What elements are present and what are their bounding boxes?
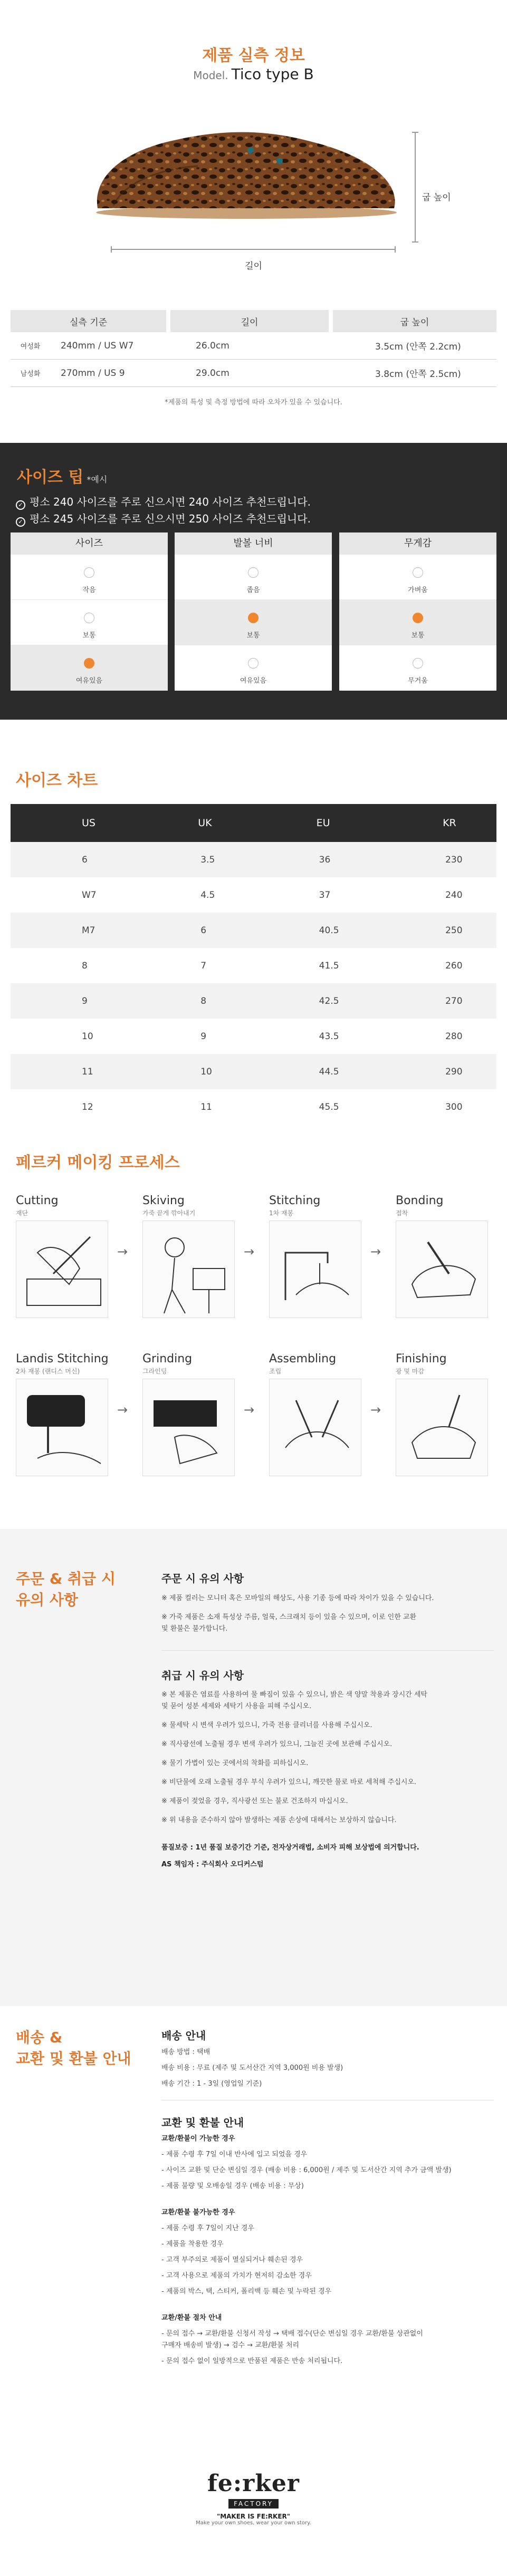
stitching-illustration-icon xyxy=(269,1221,361,1318)
tip-option: 보통 xyxy=(175,600,332,645)
brand-tagline: Make your own shoes, wear your own story. xyxy=(196,2520,311,2526)
section-title: 사이즈 팁 *예시 xyxy=(17,468,108,487)
as-contact-text: AS 책임자 : 주식회사 오디커스텀 xyxy=(161,1861,264,1868)
tip-option: 보통 xyxy=(11,600,168,645)
tip-option: 보통 xyxy=(339,600,496,645)
table-header: 길이 xyxy=(170,310,329,332)
arrow-right-icon: → xyxy=(117,1402,128,1417)
grinding-illustration-icon xyxy=(142,1379,235,1476)
radio-selected-icon xyxy=(248,613,259,623)
radio-icon xyxy=(248,567,259,578)
model-name xyxy=(0,65,507,83)
process-step-skiving: Skiving 가죽 끝게 깎아내기 xyxy=(142,1194,240,1318)
tip-option: 여유있음 xyxy=(11,645,168,691)
warranty-text: 품질보증 : 1년 품질 보증기간 기준, 전자상거래법, 소비자 피해 보상법에 의거합니다. xyxy=(161,1844,419,1852)
example-tag: *예시 xyxy=(87,474,108,485)
process-step-stitching: Stitching 1차 재봉 xyxy=(269,1194,367,1318)
process-step-grinding: Grinding 그라인딩 xyxy=(142,1352,240,1476)
table-row: 여성화 240mm / US W7 26.0cm 3.5cm (안쪽 2.2cm) xyxy=(11,332,496,360)
process-step-cutting: Cutting 재단 xyxy=(16,1194,113,1318)
slipper-product-image xyxy=(92,119,401,221)
divider xyxy=(161,1650,494,1651)
brand-wordmark: fe:rker xyxy=(207,2470,300,2497)
table-header: 실측 기준 xyxy=(11,310,166,332)
radio-icon xyxy=(84,567,94,578)
tip-option: 작음 xyxy=(11,555,168,600)
finishing-illustration-icon xyxy=(396,1379,488,1476)
radio-icon xyxy=(248,658,259,669)
tip-option: 가벼움 xyxy=(339,555,496,600)
height-label: 굽 높이 xyxy=(422,192,451,203)
radio-icon xyxy=(84,613,94,623)
check-circle-icon: ✓ xyxy=(16,500,25,510)
cutting-illustration-icon xyxy=(16,1221,108,1318)
tip-option: 좁음 xyxy=(175,555,332,600)
skiving-illustration-icon xyxy=(142,1221,235,1318)
process-step-landis: Landis Stitching 2차 재봉 (랜디스 머신) xyxy=(16,1352,113,1476)
size-tip-section xyxy=(0,443,507,720)
table-header: US xyxy=(11,804,129,842)
section-title: 사이즈 차트 xyxy=(16,771,98,790)
table-header: KR xyxy=(374,804,496,842)
order-care-section: 주문 & 취급 시 유의 사항 주문 시 유의 사항 ※ 제품 컬러는 모니터 혹은 모바일의 해상도, 사용 기종 등에 따라 차이가 있을 수 있습니다. ※ 가죽 제품은 소재 특성상 주름, 얼룩, 스크래치 등이 있을 수 있으며, 이로 인한 교환 및 환불은 불가합니다. 취급 시 유의 사항 ※ 본 제품은 염료를 사용하여 물 빠짐이 있을 수 있으니, 밝은 색 양말 착용과 장시간 세탁 및 묻어 성분 세제와 세탁기 사용을 피해 주십시오. ※ 물세탁 시 변색 우려가 있으니, 가죽 전용 클리너를 사용해 주십시오. ※ 직사광선에 노출될 경우 변색 우려가 있으니, 그늘진 곳에 보관해 주십시오. ※ 물기 가볍이 있는 곳에서의 착화를 피하십시오. ※ 비단물에 오래 노출될 경우 부식 우려가 있으니, 깨끗한 물로 바로 세척해 주십시오. ※ 제품이 젖었을 경우, 직사광선 또는 불로 건조하지 마십시오. ※ 위 내용을 준수하지 않아 발생하는 제품 손상에 대해서는 보상하지 않습니다. 품질보증 : 1년 품질 보증기간 기준, 전자상거래법, 소비자 피해 보상법에 의거합니다. AS 책임자 : 주식회사 오디커스텀 xyxy=(0,1529,507,2006)
process-step-assembling: Assembling 조립 xyxy=(269,1352,367,1476)
table-header: 굽 높이 xyxy=(333,310,496,332)
size-chart-section xyxy=(0,720,507,1118)
arrow-right-icon: → xyxy=(370,1244,381,1259)
section-title: 주문 & 취급 시 유의 사항 xyxy=(16,1570,116,1609)
arrow-right-icon: → xyxy=(370,1402,381,1417)
length-dimension-line xyxy=(111,249,396,250)
tip-column-size: 사이즈 작음 보통 여유있음 xyxy=(11,532,168,691)
brand-motto: "MAKER IS FE:RKER" xyxy=(216,2513,291,2520)
table-row: 10 9 43.5 280 xyxy=(82,1031,463,1042)
tip-line: ✓ 평소 245 사이즈를 주로 신으시면 250 사이즈 추천드립니다. xyxy=(16,510,311,526)
product-measurement-section xyxy=(0,0,507,443)
table-row: 8 7 41.5 260 xyxy=(82,960,463,971)
table-row: W7 4.5 37 240 xyxy=(82,889,463,900)
landis-illustration-icon xyxy=(16,1379,108,1476)
table-row: 9 8 42.5 270 xyxy=(11,983,496,1019)
height-dimension-line xyxy=(415,132,416,243)
length-label: 길이 xyxy=(245,261,262,272)
process-step-finishing: Finishing 광 및 마감 xyxy=(396,1352,493,1476)
assembling-illustration-icon xyxy=(269,1379,361,1476)
process-step-bonding: Bonding 접착 xyxy=(396,1194,493,1318)
table-row: 11 10 44.5 290 xyxy=(11,1054,496,1089)
section-title: 배송 & 교환 및 환불 안내 xyxy=(16,2029,131,2067)
table-row: 남성화 270mm / US 9 29.0cm 3.8cm (안쪽 2.5cm) xyxy=(11,360,496,387)
refund-heading: 교환 및 환불 안내 xyxy=(161,2116,244,2129)
measurement-note: *제품의 특성 및 측정 방법에 따라 오차가 있을 수 있습니다. xyxy=(165,399,342,406)
arrow-right-icon: → xyxy=(244,1402,255,1417)
bonding-illustration-icon xyxy=(396,1221,488,1318)
section-title: 페르커 메이킹 프로세스 xyxy=(16,1154,180,1172)
table-row: 6 3.5 36 230 xyxy=(11,842,496,877)
radio-selected-icon xyxy=(413,613,423,623)
arrow-right-icon: → xyxy=(117,1244,128,1259)
tip-option: 무거움 xyxy=(339,645,496,691)
tip-column-width: 발볼 너비 좁음 보통 여유있음 xyxy=(175,532,332,691)
shipping-refund-section: 배송 & 교환 및 환불 안내 배송 안내 배송 방법 : 택배 배송 비용 : 무료 (제주 및 도서산간 지역 3,000원 비용 발생) 배송 기간 : 1 - 3일 (영업일 기준) 교환 및 환불 안내 교환/환불이 가능한 경우 - 제품 수령 후 7일 이내 반사에 입고 되었을 경우 - 사이즈 교환 및 단순 변심일 경우 (배송 비용 : 6,000원 / 제주 및 도서산간 지역 추가 금액 발생) - 제품 불량 및 오배송일 경우 (배송 비용 : 무상) 교환/환불 불가능한 경우 - 제품 수령 후 7일이 지난 경우 - 제품을 착용한 경우 - 고객 부주의로 제품이 멸실되거나 훼손된 경우 - 고객 사용으로 제품의 가치가 현저히 감소한 경우 - 제품의 박스, 택, 스티커, 폴리백 등 훼손 및 누락된 경우 교환/환불 절차 안내 - 문의 접수 → 교환/환불 신청서 작성 → 택배 접수(단순 변심일 경우 교환/환불 상관없이 구매자 배송비 발생) → 검수 → 교환/환불 처리 - 문의 접수 없이 일방적으로 반품된 제품은 반송 처리됩니다. fe:rker FACTORY "MAKER IS FE:RKER" Make your own shoes, wear your own story. xyxy=(0,2006,507,2576)
model-value: Tico type B xyxy=(231,65,314,83)
tip-option: 여유있음 xyxy=(175,645,332,691)
table-header: EU xyxy=(248,804,374,842)
tip-column-weight: 무게감 가벼움 보통 무거움 xyxy=(339,532,496,691)
making-process-section xyxy=(0,1118,507,1529)
section-title: 제품 실측 정보 xyxy=(202,46,305,65)
arrow-right-icon: → xyxy=(244,1244,255,1259)
measurement-table xyxy=(11,310,496,387)
model-label: Model. xyxy=(193,69,228,82)
order-caution-heading: 주문 시 유의 사항 xyxy=(161,1572,244,1585)
table-row: 12 11 45.5 300 xyxy=(82,1101,463,1112)
size-chart-table xyxy=(11,804,496,1125)
table-header: UK xyxy=(129,804,247,842)
brand-logo xyxy=(0,2470,507,2526)
radio-icon xyxy=(413,658,423,669)
table-row: M7 6 40.5 250 xyxy=(11,913,496,948)
radio-icon xyxy=(413,567,423,578)
check-circle-icon: ✓ xyxy=(16,517,25,527)
factory-badge: FACTORY xyxy=(228,2499,279,2509)
radio-selected-icon xyxy=(84,658,94,669)
care-caution-heading: 취급 시 유의 사항 xyxy=(161,1669,244,1682)
shipping-heading: 배송 안내 xyxy=(161,2029,206,2042)
tip-line: ✓ 평소 240 사이즈를 주로 신으시면 240 사이즈 추천드립니다. xyxy=(16,493,311,509)
